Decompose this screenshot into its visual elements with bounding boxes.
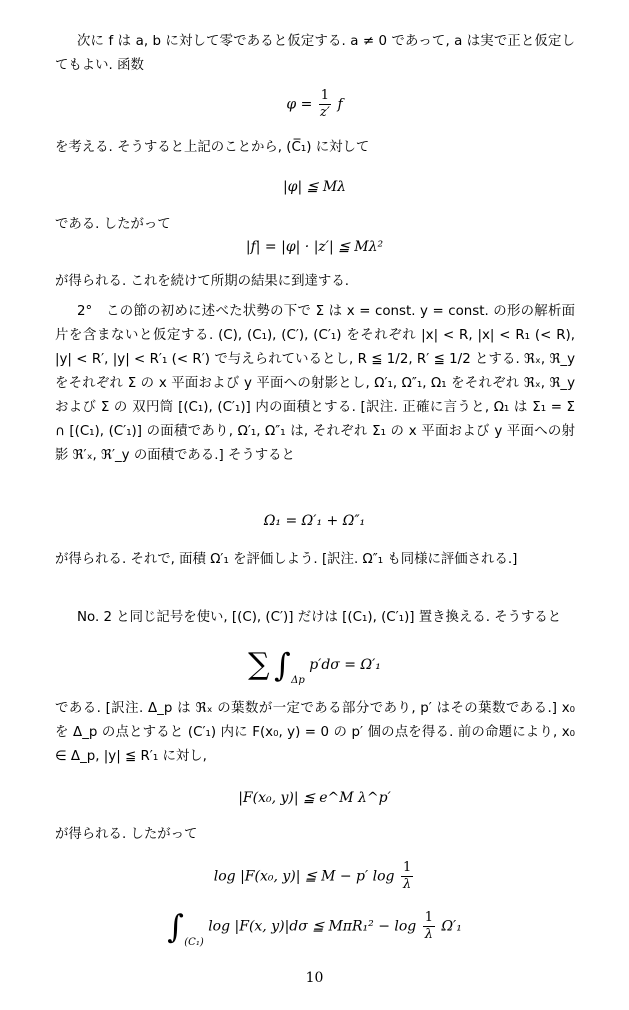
eq8-tail: Ω′₁ [441,918,462,935]
paragraph-8: である. [訳注. Δ_p は ℜₓ の葉数が一定である部分であり, p′ はその葉数である.] x₀ を Δ_p の点とすると (C′₁) 内に F(x₀, y) = 0 の p′ 個の点を得る. 前の命題により, x₀ ∈ Δ_p, |y| ≦ R′₁ に対し, [55,701,575,764]
paragraph-2: を考える. そうすると上記のことから, (C̅₁) に対して [55,140,370,155]
eq1-rhs: f [337,96,343,113]
equation-F-bound: |F(x₀, y)| ≦ e^M λ^p′ [238,790,391,806]
paragraph-3: である. したがって [55,217,171,232]
eq1-fraction [319,88,331,121]
paragraph-1: 次に f は a, b に対して零であると仮定する. a ≠ 0 であって, a は実で正と仮定してもよい. 函数 [55,34,575,73]
equation-log-integral [0,907,629,954]
eq7-lhs: log |F(x₀, y)| ≦ M − p′ log [213,868,395,885]
eq7-fraction [401,860,413,893]
equation-phi-bound: |φ| ≦ Mλ [282,179,347,195]
integral-symbol: ∫ [273,646,291,684]
equation-f-bound: |f| = |φ| · |z′| ≦ Mλ² [245,239,384,255]
eq1-lhs: φ = [286,96,313,113]
eq5-body: p′dσ = Ω′₁ [309,657,381,673]
paragraph-9: が得られる. したがって [55,827,198,842]
eq7-denominator: λ [402,877,412,892]
equation-log-bound [0,860,629,893]
eq1-numerator: 1 [320,88,330,103]
integral-subscript: Δp [291,675,305,686]
equation-area-sum: Ω₁ = Ω′₁ + Ω″₁ [263,513,366,529]
paragraph-5: 2° この節の初めに述べた状勢の下で Σ は x = const. y = const. の形の解析面片を含まないと仮定する. (C), (C₁), (C′), (C′₁) をそれぞれ |x| < R, |x| < R₁ (< R), |y| < R′, |y| < R′₁ (< R′) で与えられているとし, R ≦ 1/2, R′ ≦ 1/2 とする. ℜₓ, ℜ_y をそれぞれ Σ の x 平面および y 平面への射影とし, Ω′₁, Ω″₁, Ω₁ をそれぞれ ℜₓ, ℜ_y および Σ の 双円筒 [(C₁), (C′₁)] 内の面積とする. [訳注. 正確に言うと, Ω₁ は Σ₁ = Σ ∩ [(C₁), (C′₁)] の面積であり, Ω′₁, Ω″₁ は, それぞれ Σ₁ の x 平面および y 平面への射影 ℜ′ₓ, ℜ′_y の面積である.] そうすると [55,304,575,463]
paragraph-4: が得られる. これを続けて所期の結果に到達する. [55,274,349,289]
eq7-numerator: 1 [402,860,412,875]
integral-symbol-2: ∫ [167,907,184,946]
equation-phi-definition [0,88,629,121]
eq8-body: log |F(x, y)|dσ ≦ MπR₁² − log [208,918,417,935]
paragraph-7: No. 2 と同じ記号を使い, [(C), (C′)] だけは [(C₁), (C′₁)] 置き換える. そうすると [77,610,562,625]
equation-sum-integral [0,646,629,692]
paragraph-6: が得られる. それで, 面積 Ω′₁ を評価しよう. [訳注. Ω″₁ も同様に評価される.] [55,552,518,567]
eq8-fraction [423,910,435,943]
eq8-numerator: 1 [424,910,433,925]
sum-symbol: ∑ [248,647,270,682]
integral-subscript-2: (C₁) [184,936,204,948]
page-number: 10 [305,970,324,986]
eq1-denominator: z′ [319,105,330,120]
eq8-denominator: λ [424,927,433,942]
